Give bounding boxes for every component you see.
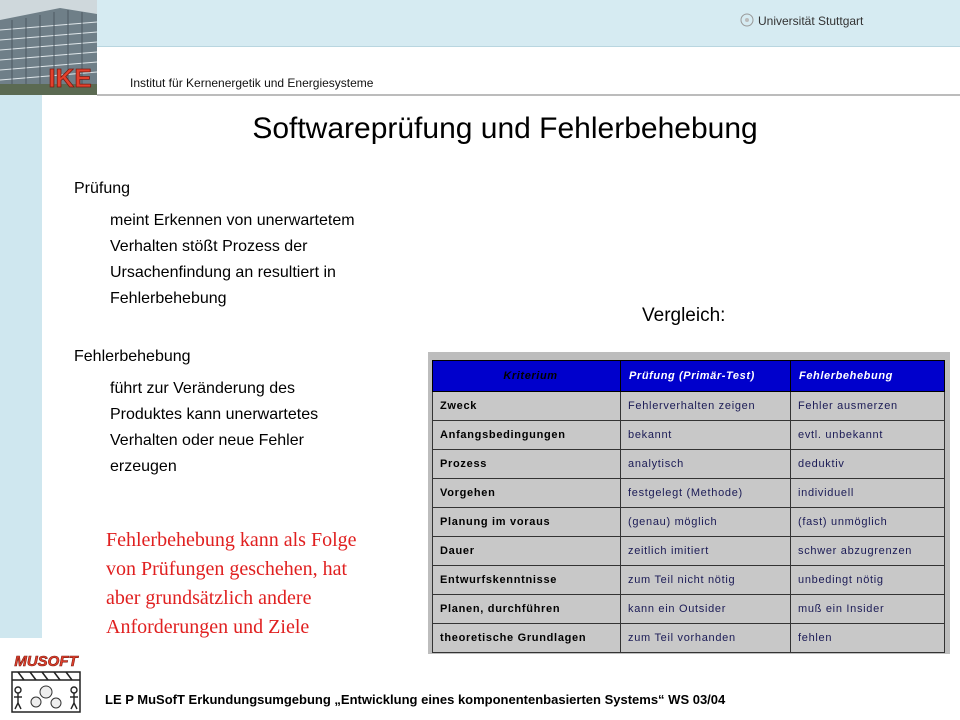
table-row xyxy=(433,537,945,566)
svg-text:MUSOFT: MUSOFT xyxy=(14,653,78,670)
definition-fehlerbehebung xyxy=(110,376,318,480)
musoft-logo xyxy=(6,648,86,716)
column-header-pruefung: Prüfung (Primär-Test) xyxy=(621,361,791,392)
fehlerbehebung-cell: (fast) unmöglich xyxy=(791,508,945,537)
criterion-cell: Entwurfskenntnisse xyxy=(433,566,621,595)
criterion-cell: Zweck xyxy=(433,392,621,421)
comparison-table xyxy=(432,360,945,653)
table-row xyxy=(433,479,945,508)
criterion-cell: Anfangsbedingungen xyxy=(433,421,621,450)
note-line: Fehlerbehebung kann als Folge xyxy=(106,529,357,551)
criterion-cell: Vorgehen xyxy=(433,479,621,508)
table-row xyxy=(433,450,945,479)
left-accent-strip xyxy=(0,95,42,638)
pruefung-cell: zeitlich imitiert xyxy=(621,537,791,566)
pruefung-cell: kann ein Outsider xyxy=(621,595,791,624)
note-line: aber grundsätzlich andere xyxy=(106,587,312,609)
pruefung-cell: zum Teil vorhanden xyxy=(621,624,791,653)
comparison-label: Vergleich: xyxy=(642,305,726,326)
criterion-cell: Planung im voraus xyxy=(433,508,621,537)
column-header-fehlerbehebung: Fehlerbehebung xyxy=(791,361,945,392)
ike-logo xyxy=(44,62,96,92)
fehlerbehebung-cell: deduktiv xyxy=(791,450,945,479)
fehlerbehebung-cell: muß ein Insider xyxy=(791,595,945,624)
university-name: Universität Stuttgart xyxy=(758,14,864,28)
pruefung-cell: analytisch xyxy=(621,450,791,479)
criterion-cell: Prozess xyxy=(433,450,621,479)
slide-title: Softwareprüfung und Fehlerbehebung xyxy=(252,112,758,145)
definition-line: erzeugen xyxy=(110,458,177,475)
term-fehlerbehebung: Fehlerbehebung xyxy=(74,348,191,365)
definition-line: meint Erkennen von unerwartetem xyxy=(110,212,355,229)
fehlerbehebung-cell: evtl. unbekannt xyxy=(791,421,945,450)
fehlerbehebung-cell: schwer abzugrenzen xyxy=(791,537,945,566)
pruefung-cell: zum Teil nicht nötig xyxy=(621,566,791,595)
table-row xyxy=(433,566,945,595)
definition-line: Produktes kann unerwartetes xyxy=(110,406,319,423)
fehlerbehebung-cell: unbedingt nötig xyxy=(791,566,945,595)
definition-line: Fehlerbehebung xyxy=(110,290,227,307)
pruefung-cell: festgelegt (Methode) xyxy=(621,479,791,508)
definition-line: Verhalten stößt Prozess der xyxy=(110,238,308,255)
fehlerbehebung-cell: Fehler ausmerzen xyxy=(791,392,945,421)
table-row xyxy=(433,595,945,624)
institute-name: Institut für Kernenergetik und Energiesysteme xyxy=(130,76,374,90)
pruefung-cell: Fehlerverhalten zeigen xyxy=(621,392,791,421)
footer-text: LE P MuSofT Erkundungsumgebung „Entwicklung eines komponentenbasierten Systems“ WS 03/04 xyxy=(105,692,726,707)
fehlerbehebung-cell: individuell xyxy=(791,479,945,508)
header-band-rule xyxy=(97,46,960,47)
criterion-cell: theoretische Grundlagen xyxy=(433,624,621,653)
fehlerbehebung-cell: fehlen xyxy=(791,624,945,653)
header-divider xyxy=(97,94,960,96)
table-row xyxy=(433,624,945,653)
pruefung-cell: (genau) möglich xyxy=(621,508,791,537)
definition-line: Ursachenfindung an resultiert in xyxy=(110,264,336,281)
definition-line: Verhalten oder neue Fehler xyxy=(110,432,304,449)
criterion-cell: Planen, durchführen xyxy=(433,595,621,624)
definition-pruefung xyxy=(110,208,355,312)
red-note xyxy=(106,526,357,642)
term-pruefung: Prüfung xyxy=(74,180,131,197)
svg-text:IKE: IKE xyxy=(48,63,92,92)
table-row xyxy=(433,421,945,450)
table-row xyxy=(433,508,945,537)
table-header-row xyxy=(433,361,945,392)
column-header-kriterium: Kriterium xyxy=(433,361,621,392)
criterion-cell: Dauer xyxy=(433,537,621,566)
definition-line: führt zur Veränderung des xyxy=(110,380,296,397)
note-line: von Prüfungen geschehen, hat xyxy=(106,558,348,580)
note-line: Anforderungen und Ziele xyxy=(106,616,310,638)
table-row xyxy=(433,392,945,421)
pruefung-cell: bekannt xyxy=(621,421,791,450)
university-seal-icon xyxy=(740,13,754,27)
